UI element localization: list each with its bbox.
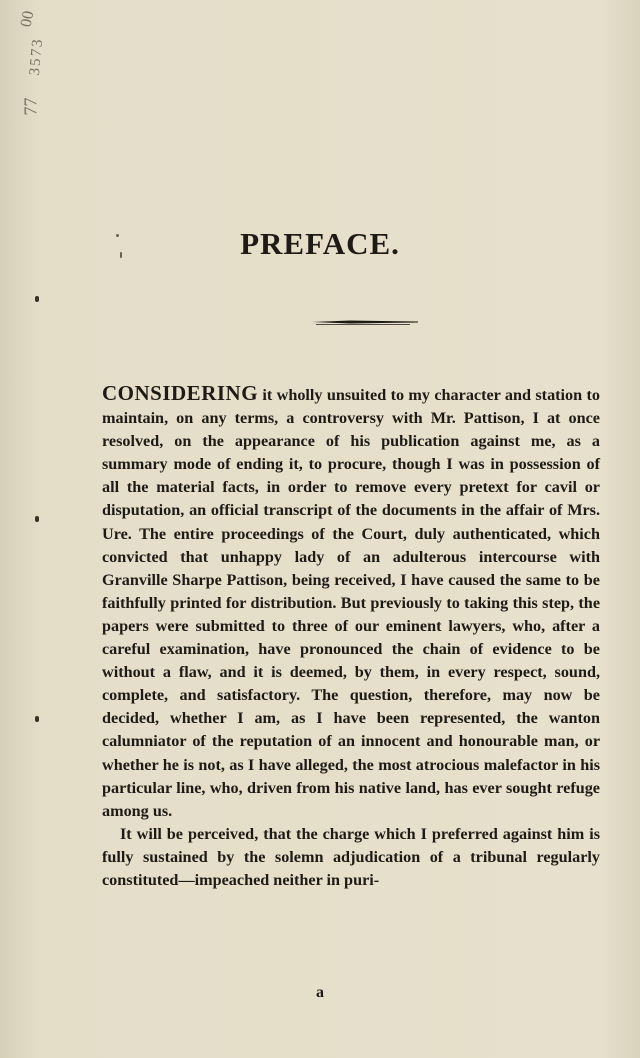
paragraph-text: it wholly unsuited to my character and station to maintain, on any terms, a controversy with Mr. Pattison, I at once resolved, on the appearance of his publication against me, as a summary mode of ending it, to procure, though I was in possession of all the material facts, in order to remove every pretext for cavil or disputation, an official transcript of the documents in the affair of Mrs. Ure. The entire proceedings of the Court, duly authenticated, which convicted that unhappy lady of an adulterous intercourse with Granville Sharpe Pattison, being received, I have caused the same to be faithfully printed for distribution. But previously to taking this step, the papers were submitted to three of our eminent lawyers, who, after a careful examination, have pronounced the chain of evidence to be without a flaw, and it is deemed, by them, in every respect, sound, complete, and satisfactory. The question, therefore, may now be decided, whether I am, as I have been represented, the wanton calumniator of the reputation of an innocent and honourable man, or whether he is not, as I have alleged, the most atrocious malefactor in his particular line, who, driven from his native land, has ever sought refuge among us. [102,386,600,820]
ink-speck [35,516,39,522]
preface-body [102,382,600,892]
margin-annotation: 3573 [26,36,47,77]
ink-speck [35,716,39,722]
signature-mark: a [316,984,324,1001]
ink-speck [35,296,39,302]
drop-word: CONSIDERING [102,381,259,405]
margin-annotation: 00 [17,9,38,29]
paragraph: It will be perceived, that the charge which I preferred against him is fully sustained by the solemn adjudication of a tribunal regularly constituted—impeached neither in puri- [102,824,600,889]
margin-annotation: 77 [20,97,41,116]
page-title: PREFACE. [240,226,400,261]
decorative-rule-icon [310,318,420,326]
paragraph [102,382,600,823]
